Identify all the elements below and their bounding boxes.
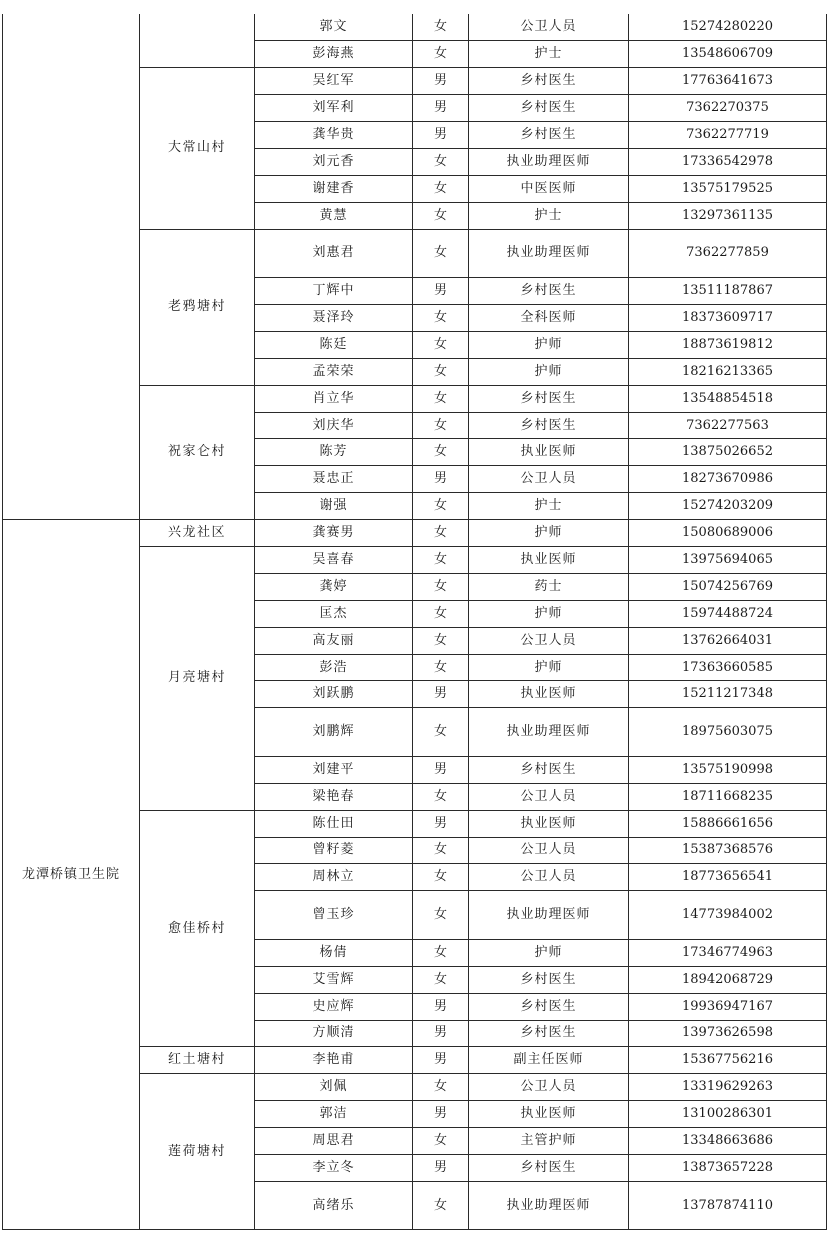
phone-cell: 13873657228 <box>629 1154 827 1181</box>
gender-cell: 女 <box>413 1181 469 1230</box>
village-cell: 兴龙社区 <box>140 520 255 547</box>
gender-cell: 女 <box>413 600 469 627</box>
title-cell: 护师 <box>469 654 629 681</box>
gender-cell: 男 <box>413 1047 469 1074</box>
village-cell: 老鸦塘村 <box>140 229 255 385</box>
gender-cell: 女 <box>413 1074 469 1101</box>
gender-cell: 男 <box>413 466 469 493</box>
title-cell: 执业医师 <box>469 547 629 574</box>
title-cell: 公卫人员 <box>469 1074 629 1101</box>
phone-cell: 13975694065 <box>629 547 827 574</box>
name-cell: 郭文 <box>255 14 413 41</box>
table-row <box>3 520 827 547</box>
name-cell: 龚婷 <box>255 573 413 600</box>
gender-cell: 女 <box>413 14 469 41</box>
title-cell: 执业助理医师 <box>469 891 629 940</box>
village-cell: 祝家仑村 <box>140 385 255 519</box>
gender-cell: 女 <box>413 966 469 993</box>
name-cell: 龚赛男 <box>255 520 413 547</box>
gender-cell: 男 <box>413 278 469 305</box>
phone-cell: 15080689006 <box>629 520 827 547</box>
name-cell: 高友丽 <box>255 627 413 654</box>
name-cell: 刘军利 <box>255 95 413 122</box>
medical-staff-table <box>2 14 827 1230</box>
title-cell: 公卫人员 <box>469 627 629 654</box>
table-row <box>3 14 827 41</box>
title-cell: 乡村医生 <box>469 278 629 305</box>
gender-cell: 男 <box>413 810 469 837</box>
name-cell: 谢强 <box>255 493 413 520</box>
name-cell: 刘庆华 <box>255 412 413 439</box>
gender-cell: 男 <box>413 993 469 1020</box>
village-cell: 莲荷塘村 <box>140 1074 255 1230</box>
name-cell: 曾籽菱 <box>255 837 413 864</box>
gender-cell: 女 <box>413 654 469 681</box>
phone-cell: 18216213365 <box>629 358 827 385</box>
title-cell: 乡村医生 <box>469 68 629 95</box>
village-cell: 红土塘村 <box>140 1047 255 1074</box>
gender-cell: 女 <box>413 439 469 466</box>
hospital-cell: 龙潭桥镇卫生院 <box>3 520 140 1230</box>
name-cell: 曾玉珍 <box>255 891 413 940</box>
phone-cell: 18373609717 <box>629 305 827 332</box>
title-cell: 护师 <box>469 520 629 547</box>
title-cell: 护士 <box>469 202 629 229</box>
phone-cell: 13575190998 <box>629 756 827 783</box>
phone-cell: 15274203209 <box>629 493 827 520</box>
name-cell: 肖立华 <box>255 385 413 412</box>
phone-cell: 15274280220 <box>629 14 827 41</box>
title-cell: 执业医师 <box>469 1101 629 1128</box>
name-cell: 彭浩 <box>255 654 413 681</box>
name-cell: 聂泽玲 <box>255 305 413 332</box>
gender-cell: 女 <box>413 520 469 547</box>
gender-cell: 女 <box>413 493 469 520</box>
phone-cell: 15367756216 <box>629 1047 827 1074</box>
gender-cell: 男 <box>413 122 469 149</box>
title-cell: 护士 <box>469 41 629 68</box>
phone-cell: 17363660585 <box>629 654 827 681</box>
title-cell: 护师 <box>469 600 629 627</box>
gender-cell: 男 <box>413 95 469 122</box>
title-cell: 公卫人员 <box>469 864 629 891</box>
phone-cell: 15974488724 <box>629 600 827 627</box>
phone-cell: 15074256769 <box>629 573 827 600</box>
gender-cell: 女 <box>413 864 469 891</box>
title-cell: 中医医师 <box>469 175 629 202</box>
gender-cell: 女 <box>413 783 469 810</box>
phone-cell: 13973626598 <box>629 1020 827 1047</box>
name-cell: 黄慧 <box>255 202 413 229</box>
gender-cell: 女 <box>413 202 469 229</box>
phone-cell: 7362270375 <box>629 95 827 122</box>
title-cell: 执业医师 <box>469 681 629 708</box>
phone-cell: 13548606709 <box>629 41 827 68</box>
phone-cell: 13319629263 <box>629 1074 827 1101</box>
gender-cell: 女 <box>413 229 469 278</box>
phone-cell: 17763641673 <box>629 68 827 95</box>
title-cell: 全科医师 <box>469 305 629 332</box>
title-cell: 护士 <box>469 493 629 520</box>
gender-cell: 女 <box>413 175 469 202</box>
title-cell: 执业医师 <box>469 439 629 466</box>
gender-cell: 女 <box>413 627 469 654</box>
title-cell: 执业助理医师 <box>469 229 629 278</box>
table-body <box>3 14 827 1230</box>
title-cell: 公卫人员 <box>469 14 629 41</box>
title-cell: 主管护师 <box>469 1128 629 1155</box>
title-cell: 护师 <box>469 331 629 358</box>
phone-cell: 17346774963 <box>629 939 827 966</box>
gender-cell: 女 <box>413 1128 469 1155</box>
name-cell: 刘佩 <box>255 1074 413 1101</box>
phone-cell: 13100286301 <box>629 1101 827 1128</box>
title-cell: 护师 <box>469 939 629 966</box>
gender-cell: 女 <box>413 939 469 966</box>
title-cell: 公卫人员 <box>469 466 629 493</box>
name-cell: 陈仕田 <box>255 810 413 837</box>
gender-cell: 女 <box>413 305 469 332</box>
phone-cell: 13575179525 <box>629 175 827 202</box>
gender-cell: 女 <box>413 385 469 412</box>
gender-cell: 女 <box>413 41 469 68</box>
name-cell: 吴喜春 <box>255 547 413 574</box>
phone-cell: 13875026652 <box>629 439 827 466</box>
name-cell: 刘惠君 <box>255 229 413 278</box>
name-cell: 方顺清 <box>255 1020 413 1047</box>
title-cell: 乡村医生 <box>469 966 629 993</box>
title-cell: 副主任医师 <box>469 1047 629 1074</box>
title-cell: 公卫人员 <box>469 783 629 810</box>
name-cell: 吴红军 <box>255 68 413 95</box>
village-cell: 月亮塘村 <box>140 547 255 811</box>
phone-cell: 15387368576 <box>629 837 827 864</box>
phone-cell: 13762664031 <box>629 627 827 654</box>
gender-cell: 女 <box>413 358 469 385</box>
title-cell: 执业助理医师 <box>469 708 629 757</box>
hospital-cell <box>3 14 140 520</box>
title-cell: 乡村医生 <box>469 385 629 412</box>
gender-cell: 男 <box>413 1101 469 1128</box>
phone-cell: 18873619812 <box>629 331 827 358</box>
phone-cell: 13511187867 <box>629 278 827 305</box>
gender-cell: 男 <box>413 756 469 783</box>
phone-cell: 13348663686 <box>629 1128 827 1155</box>
name-cell: 谢建香 <box>255 175 413 202</box>
name-cell: 龚华贵 <box>255 122 413 149</box>
title-cell: 乡村医生 <box>469 122 629 149</box>
phone-cell: 15211217348 <box>629 681 827 708</box>
name-cell: 刘元香 <box>255 148 413 175</box>
phone-cell: 15886661656 <box>629 810 827 837</box>
title-cell: 乡村医生 <box>469 95 629 122</box>
phone-cell: 13548854518 <box>629 385 827 412</box>
name-cell: 高绪乐 <box>255 1181 413 1230</box>
gender-cell: 女 <box>413 837 469 864</box>
village-cell: 大常山村 <box>140 68 255 229</box>
name-cell: 陈芳 <box>255 439 413 466</box>
gender-cell: 女 <box>413 547 469 574</box>
name-cell: 陈廷 <box>255 331 413 358</box>
title-cell: 乡村医生 <box>469 1154 629 1181</box>
name-cell: 匡杰 <box>255 600 413 627</box>
phone-cell: 18711668235 <box>629 783 827 810</box>
gender-cell: 女 <box>413 573 469 600</box>
name-cell: 聂忠正 <box>255 466 413 493</box>
title-cell: 公卫人员 <box>469 837 629 864</box>
title-cell: 乡村医生 <box>469 993 629 1020</box>
name-cell: 刘跃鹏 <box>255 681 413 708</box>
phone-cell: 13297361135 <box>629 202 827 229</box>
title-cell: 乡村医生 <box>469 756 629 783</box>
phone-cell: 19936947167 <box>629 993 827 1020</box>
gender-cell: 女 <box>413 412 469 439</box>
gender-cell: 女 <box>413 148 469 175</box>
phone-cell: 17336542978 <box>629 148 827 175</box>
village-cell <box>140 14 255 68</box>
name-cell: 周思君 <box>255 1128 413 1155</box>
name-cell: 杨倩 <box>255 939 413 966</box>
name-cell: 梁艳春 <box>255 783 413 810</box>
gender-cell: 男 <box>413 1020 469 1047</box>
gender-cell: 男 <box>413 1154 469 1181</box>
name-cell: 刘鹏辉 <box>255 708 413 757</box>
name-cell: 周林立 <box>255 864 413 891</box>
name-cell: 李艳甫 <box>255 1047 413 1074</box>
gender-cell: 男 <box>413 681 469 708</box>
name-cell: 孟荣荣 <box>255 358 413 385</box>
gender-cell: 女 <box>413 331 469 358</box>
name-cell: 艾雪辉 <box>255 966 413 993</box>
name-cell: 彭海燕 <box>255 41 413 68</box>
gender-cell: 女 <box>413 708 469 757</box>
title-cell: 护师 <box>469 358 629 385</box>
phone-cell: 18273670986 <box>629 466 827 493</box>
name-cell: 李立冬 <box>255 1154 413 1181</box>
phone-cell: 13787874110 <box>629 1181 827 1230</box>
phone-cell: 7362277563 <box>629 412 827 439</box>
title-cell: 乡村医生 <box>469 1020 629 1047</box>
phone-cell: 14773984002 <box>629 891 827 940</box>
name-cell: 史应辉 <box>255 993 413 1020</box>
gender-cell: 女 <box>413 891 469 940</box>
title-cell: 执业助理医师 <box>469 148 629 175</box>
title-cell: 执业助理医师 <box>469 1181 629 1230</box>
name-cell: 郭洁 <box>255 1101 413 1128</box>
phone-cell: 18942068729 <box>629 966 827 993</box>
gender-cell: 男 <box>413 68 469 95</box>
title-cell: 执业医师 <box>469 810 629 837</box>
village-cell: 愈佳桥村 <box>140 810 255 1047</box>
phone-cell: 18773656541 <box>629 864 827 891</box>
phone-cell: 18975603075 <box>629 708 827 757</box>
phone-cell: 7362277719 <box>629 122 827 149</box>
name-cell: 丁辉中 <box>255 278 413 305</box>
title-cell: 药士 <box>469 573 629 600</box>
name-cell: 刘建平 <box>255 756 413 783</box>
title-cell: 乡村医生 <box>469 412 629 439</box>
phone-cell: 7362277859 <box>629 229 827 278</box>
